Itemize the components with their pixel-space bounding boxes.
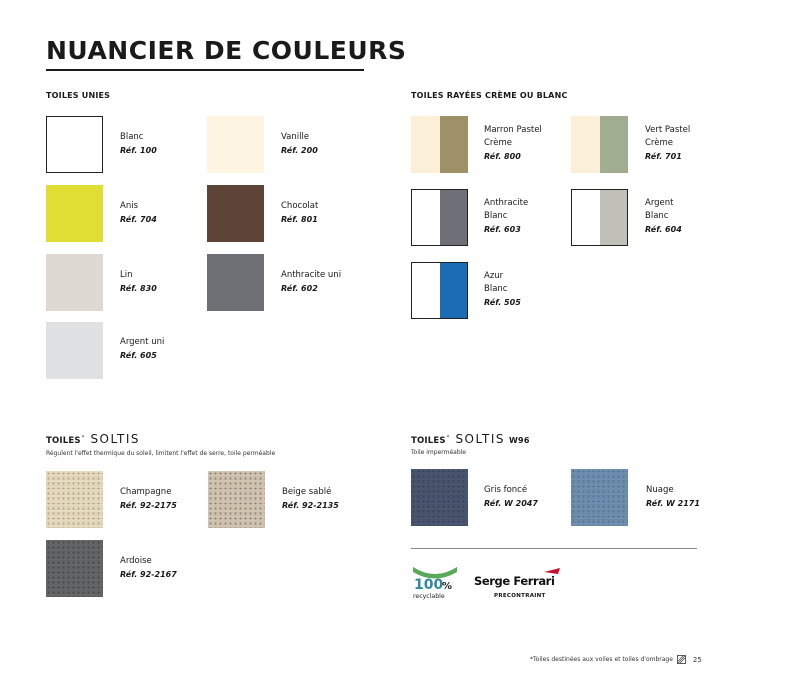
brand-name: Serge Ferrari [474, 574, 555, 588]
swatch-name: Chocolat [281, 201, 319, 211]
swatch-anthracite [411, 189, 468, 246]
swatch-azur [411, 262, 468, 319]
swatch-label [484, 484, 538, 510]
footnote: *Toiles destinées aux voiles et toiles d'ombrage [530, 656, 673, 663]
swatch-label [281, 131, 318, 157]
swatch-beige-sable [208, 471, 265, 528]
swatch-name: Argent uni [120, 337, 165, 347]
page-title: NUANCIER DE COULEURS [46, 36, 407, 65]
swatch-vanille [207, 116, 264, 173]
swatch-ref: Réf. 92-2167 [120, 570, 177, 579]
stripe-light [412, 190, 440, 245]
swatch-gris-fonce [411, 469, 468, 526]
stripe-light [411, 116, 440, 173]
swatch-name: Marron Pastel [484, 125, 542, 135]
swatch-ref: Réf. 505 [484, 298, 521, 307]
swatch-label [484, 197, 528, 236]
soltis-section-heading [46, 432, 140, 446]
stripe-dark [440, 116, 469, 173]
swatch-label [120, 269, 157, 295]
swatch-label [484, 270, 521, 309]
swatch-ref: Réf. 800 [484, 152, 521, 161]
swatch-name-base: Blanc [484, 211, 508, 221]
divider [411, 548, 697, 549]
swatch-name: Nuage [646, 485, 674, 495]
swatch-lin [46, 254, 103, 311]
swatch-name: Champagne [120, 487, 172, 497]
swatch-name-base: Crème [645, 138, 673, 148]
swatch-name-base: Blanc [645, 211, 669, 221]
swatch-ref: Réf. 100 [120, 146, 157, 155]
swatch-ref: Réf. 602 [281, 284, 318, 293]
page-marker-icon [677, 655, 686, 664]
stripe-light [412, 263, 440, 318]
swatch-name: Azur [484, 271, 504, 281]
swatch-name: Lin [120, 270, 133, 280]
swatch-label [645, 124, 690, 163]
footer [530, 655, 702, 664]
recyclable-word: recyclable [413, 593, 445, 600]
soltis-w96-brand: SOLTIS [455, 432, 506, 446]
page-number: 25 [692, 655, 702, 664]
soltis-w96-suffix: W96 [509, 436, 530, 445]
striped-section-heading: TOILES RAYÉES CRÈME OU BLANC [411, 91, 568, 100]
swatch-anis [46, 185, 103, 242]
swatch-name: Gris foncé [484, 485, 528, 495]
asterisk: * [446, 435, 450, 441]
swatch-argent-uni [46, 322, 103, 379]
swatch-name: Anis [120, 201, 138, 211]
soltis-description: Régulent l'effet thermique du soleil, limitent l'effet de serre, toile perméable [46, 450, 276, 457]
soltis-w96-description: Toile imperméable [411, 449, 467, 456]
swatch-label [120, 200, 157, 226]
swatch-name: Ardoise [120, 556, 152, 566]
swatch-ref: Réf. 200 [281, 146, 318, 155]
stripe-dark [440, 263, 468, 318]
swatch-label [282, 486, 339, 512]
soltis-prefix: TOILES [46, 436, 81, 446]
swatch-ref: Réf. W 2171 [646, 499, 700, 508]
swatch-name-base: Crème [484, 138, 512, 148]
swatch-label [281, 200, 318, 226]
recyclable-logo [411, 563, 459, 601]
serge-ferrari-logo [474, 568, 584, 600]
swatch-champagne [46, 471, 103, 528]
stripe-light [572, 190, 600, 245]
swatch-ref: Réf. 92-2135 [282, 501, 339, 510]
stripe-dark [600, 190, 628, 245]
asterisk: * [81, 435, 85, 441]
recyclable-percent: % [442, 581, 453, 592]
swatch-ref: Réf. 704 [120, 215, 157, 224]
swatch-ref: Réf. 605 [120, 351, 157, 360]
swatch-name-base: Blanc [484, 284, 508, 294]
swatch-name: Anthracite [484, 198, 529, 208]
swatch-ref: Réf. 603 [484, 225, 521, 234]
swatch-argent [571, 189, 628, 246]
swatch-ref: Réf. 701 [645, 152, 682, 161]
swatch-blanc [46, 116, 103, 173]
swatch-ardoise [46, 540, 103, 597]
swatch-name: Blanc [120, 132, 144, 142]
swatch-chocolat [207, 185, 264, 242]
swatch-label [120, 486, 177, 512]
swatch-label [120, 336, 164, 362]
soltis-w96-prefix: TOILES [411, 436, 446, 446]
brand-tagline: PRECONTRAINT [494, 593, 546, 599]
swatch-ref: Réf. 604 [645, 225, 682, 234]
swatch-name: Beige sablé [282, 487, 332, 497]
swatch-ref: Réf. 92-2175 [120, 501, 177, 510]
swatch-label [120, 131, 157, 157]
swatch-name: Argent [645, 198, 674, 208]
swatch-nuage [571, 469, 628, 526]
soltis-brand: SOLTIS [90, 432, 141, 446]
swatch-label [281, 269, 341, 295]
soltis-w96-section-heading [411, 432, 530, 446]
swatch-marron-pastel [411, 116, 468, 173]
plain-section-heading: TOILES UNIES [46, 91, 111, 100]
swatch-name: Vert Pastel [645, 125, 691, 135]
swatch-ref: Réf. 801 [281, 215, 318, 224]
swatch-vert-pastel [571, 116, 628, 173]
swatch-label [484, 124, 542, 163]
swatch-label [646, 484, 700, 510]
swatch-name: Anthracite uni [281, 270, 342, 280]
swatch-label [645, 197, 682, 236]
stripe-light [571, 116, 600, 173]
title-underline [46, 69, 364, 71]
stripe-dark [600, 116, 629, 173]
swatch-ref: Réf. W 2047 [484, 499, 538, 508]
stripe-dark [440, 190, 468, 245]
swatch-anthracite-uni [207, 254, 264, 311]
swatch-ref: Réf. 830 [120, 284, 157, 293]
swatch-name: Vanille [281, 132, 310, 142]
swatch-label [120, 555, 177, 581]
recyclable-number: 100 [414, 577, 444, 593]
